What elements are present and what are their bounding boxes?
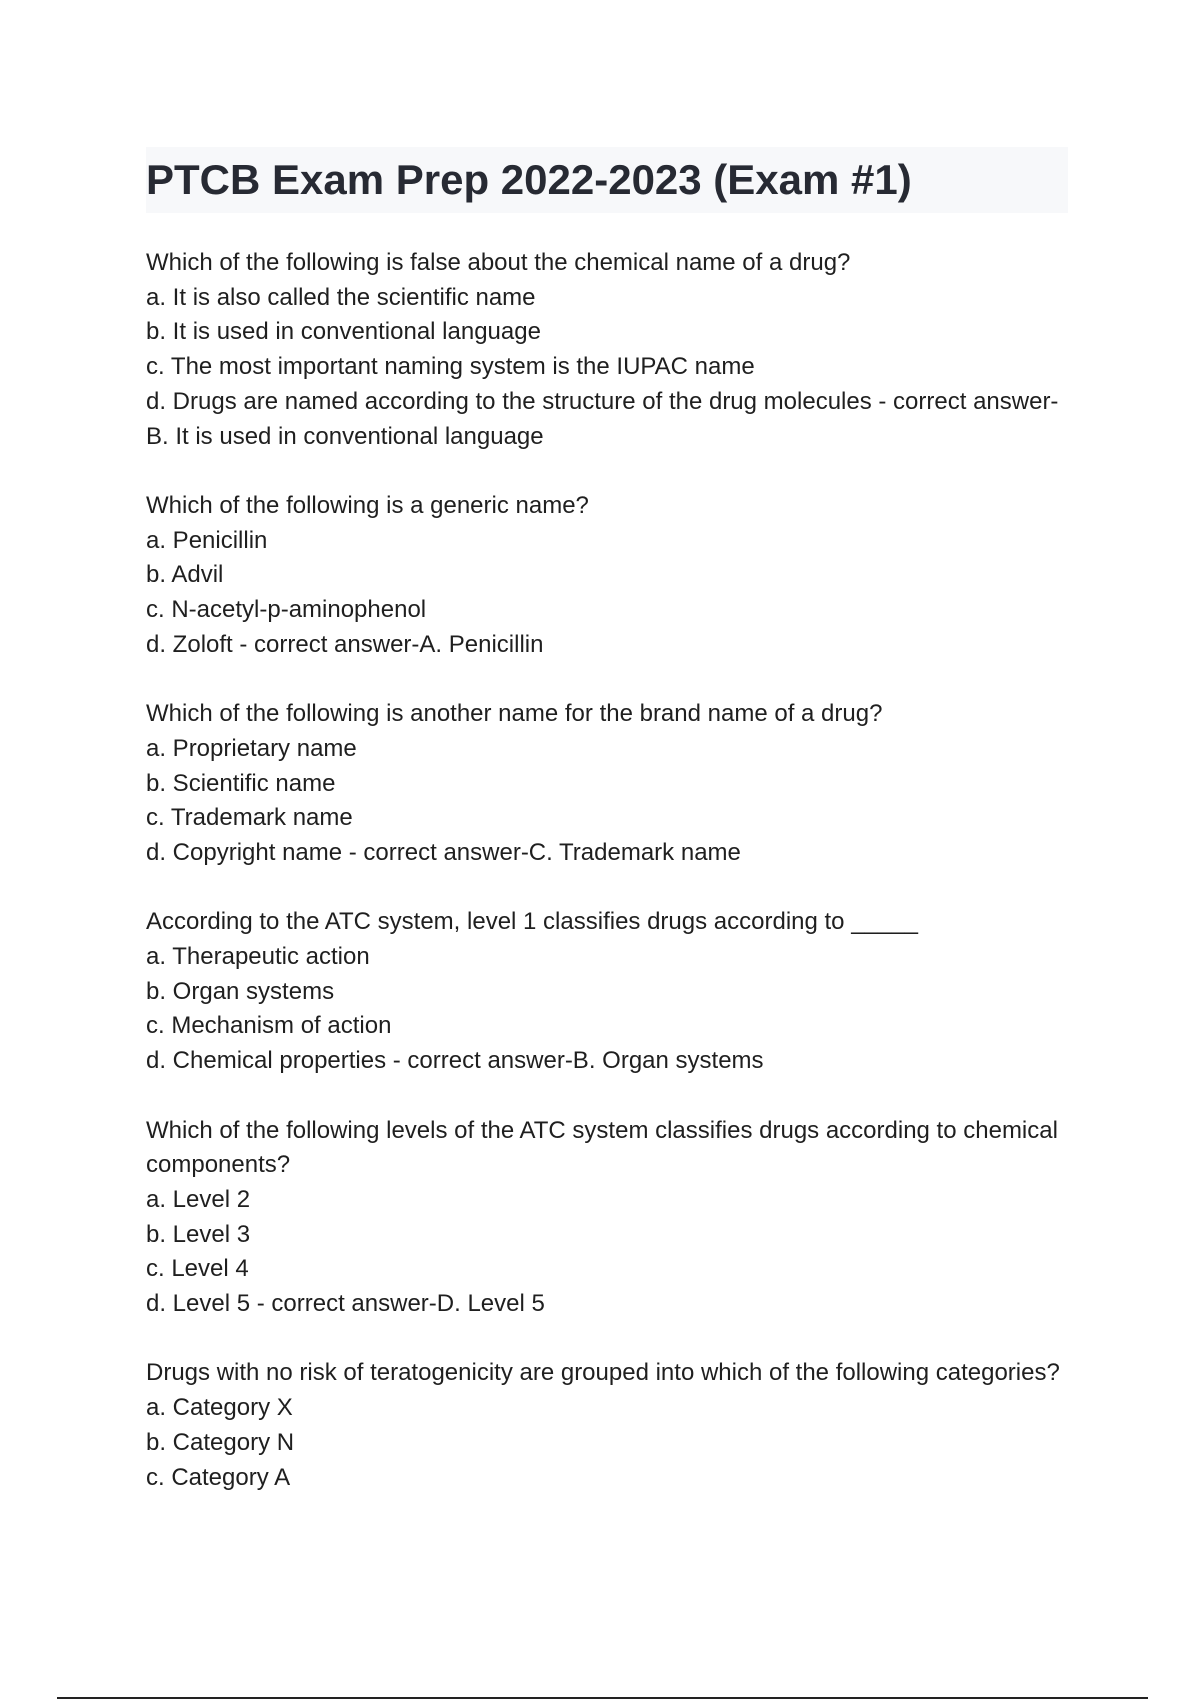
question-block	[146, 1356, 1076, 1495]
answer-option: c. The most important naming system is the IUPAC name	[146, 353, 755, 381]
answer-option: b. Category N	[146, 1428, 295, 1456]
answer-option: b. Scientific name	[146, 769, 336, 797]
question-text: Which of the following levels of the ATC system classifies drugs according to chemical components?	[146, 1116, 1058, 1179]
answer-option: a. It is also called the scientific name	[146, 283, 536, 311]
answer-option: b. Organ systems	[146, 977, 335, 1005]
answer-option: b. Advil	[146, 561, 224, 589]
answer-option: a. Proprietary name	[146, 734, 357, 762]
question-block	[146, 697, 1076, 871]
answer-option: c. N-acetyl-p-aminophenol	[146, 596, 427, 624]
answer-option: c. Level 4	[146, 1255, 249, 1283]
answer-option: d. Chemical properties - correct answer-B. Organ systems	[146, 1047, 764, 1075]
question-text: According to the ATC system, level 1 classifies drugs according to _____	[146, 908, 918, 936]
question-block	[146, 489, 1076, 663]
answer-option: d. Zoloft - correct answer-A. Penicillin	[146, 630, 544, 658]
answer-option: a. Level 2	[146, 1185, 251, 1213]
question-block	[146, 905, 1076, 1079]
question-text: Which of the following is a generic name?	[146, 491, 589, 519]
question-list	[146, 246, 1076, 1530]
answer-option: d. Level 5 - correct answer-D. Level 5	[146, 1290, 545, 1318]
question-text: Which of the following is another name for the brand name of a drug?	[146, 700, 883, 728]
page-title: PTCB Exam Prep 2022-2023 (Exam #1)	[146, 156, 912, 203]
answer-option: a. Therapeutic action	[146, 943, 370, 971]
answer-option: c. Category A	[146, 1463, 291, 1491]
answer-option: c. Mechanism of action	[146, 1012, 392, 1040]
answer-option: d. Copyright name - correct answer-C. Trademark name	[146, 838, 741, 866]
answer-option: c. Trademark name	[146, 804, 353, 832]
answer-option: a. Category X	[146, 1394, 293, 1422]
question-block	[146, 246, 1076, 454]
footer-divider	[57, 1697, 1148, 1699]
question-text: Which of the following is false about the chemical name of a drug?	[146, 249, 851, 276]
question-block	[146, 1114, 1076, 1322]
answer-option: b. It is used in conventional language	[146, 318, 541, 346]
answer-option: d. Drugs are named according to the structure of the drug molecules - correct answer-B. It is used in conventional language	[146, 387, 1059, 450]
question-text: Drugs with no risk of teratogenicity are grouped into which of the following categories?	[146, 1359, 1060, 1387]
answer-option: b. Level 3	[146, 1220, 251, 1248]
answer-option: a. Penicillin	[146, 526, 268, 554]
